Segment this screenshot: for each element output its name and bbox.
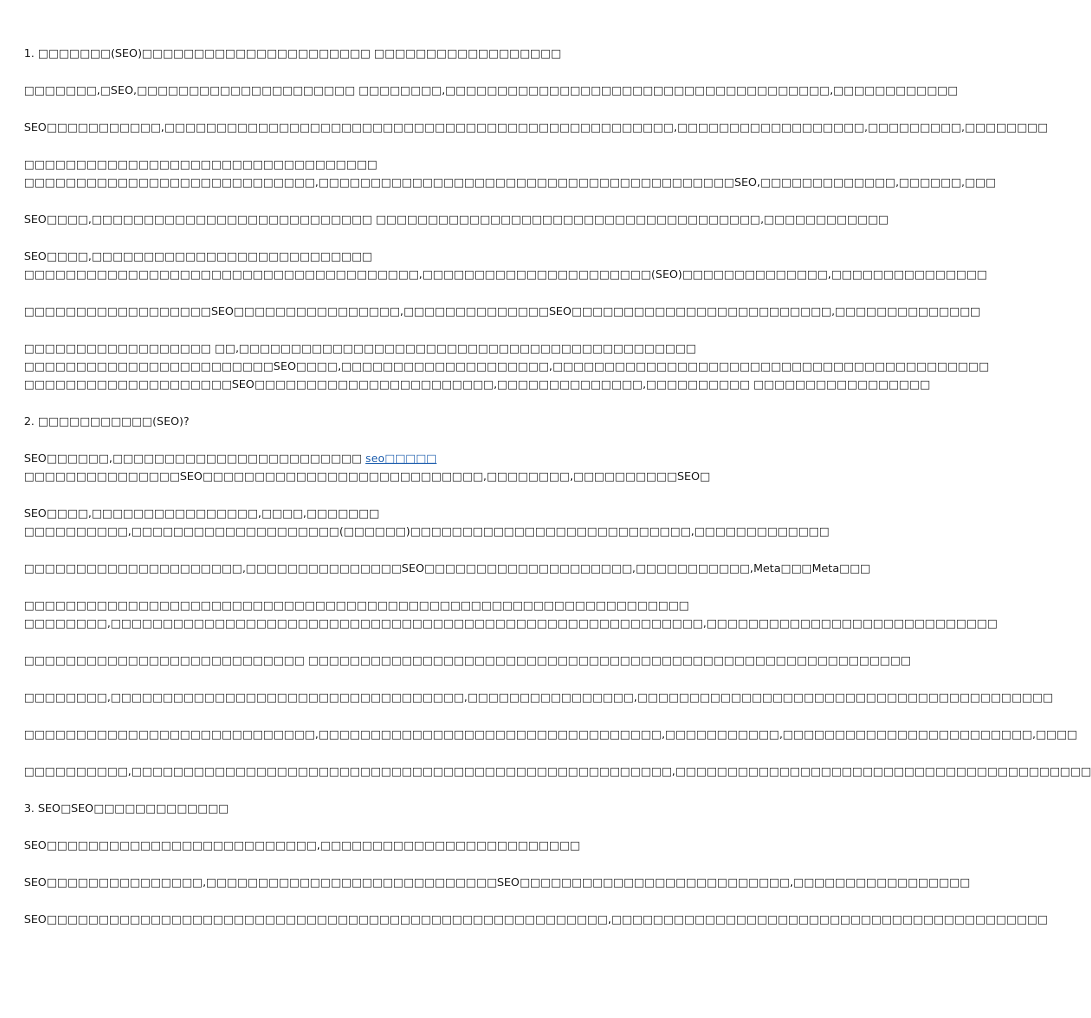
- paragraph-line: □□□□□□□□□□,□□□□□□□□□□□□□□□□□□□□(□□□□□□)□□□□□□□□□□□□□□□□□□□□□□□□□□□,□□□□□□□□□□□□□: [24, 525, 830, 538]
- heading-section-1: 1. □□□□□□□(SEO)□□□□□□□□□□□□□□□□□□□□□□ □□□□□□□□□□□□□□□□□□: [24, 47, 562, 60]
- seo-link[interactable]: seo□□□□□: [365, 452, 437, 465]
- paragraph: □□□□□□□□,□□□□□□□□□□□□□□□□□□□□□□□□□□□□□□□□□□,□□□□□□□□□□□□□□□□,□□□□□□□□□□□□□□□□□□□□□□□□□□□□□□□□□□□□□□□□: [24, 691, 1054, 704]
- paragraph-line: □□□□□□□□□□□□□□□□□□□□□□□□□□□□□□□□□□: [24, 158, 378, 171]
- paragraph: □□□□□□□□□□□□□□□□□□□□□□□□□□□ □□□□□□□□□□□□□□□□□□□□□□□□□□□□□□□□□□□□□□□□□□□□□□□□□□□□□□□□□□: [24, 654, 911, 667]
- paragraph: [24, 597, 998, 633]
- paragraph: □□□□□□□□□□,□□□□□□□□□□□□□□□□□□□□□□□□□□□□□□□□□□□□□□□□□□□□□□□□□□□□,□□□□□□□□□□□□□□□□□□□□□□□□□□□□□□□□□□□□□□□□: [24, 765, 1091, 778]
- paragraph-line: □□□□□□□□□□□□□□□□□□□□□□□□□□□□,□□□□□□□□□□□□□□□□□□□□□□□□□□□□□□□□□□□□□□□□SEO,□□□□□□□□□□□□□,□□□□□□,□□□: [24, 176, 996, 189]
- paragraph: SEO□□□□□□□□□□□□□□□□□□□□□□□□□□,□□□□□□□□□□□□□□□□□□□□□□□□□: [24, 839, 581, 852]
- paragraph-line: SEO□□□□,□□□□□□□□□□□□□□□□,□□□□,□□□□□□□: [24, 507, 380, 520]
- paragraph: [24, 450, 711, 486]
- article-body: [24, 45, 1091, 948]
- paragraph: [24, 156, 996, 192]
- paragraph-line: □□□□□□□□□□□□□□□□□□□□SEO□□□□□□□□□□□□□□□□□□□□□□□,□□□□□□□□□□□□□□,□□□□□□□□□□ □□□□□□□□□□□□□□□□□: [24, 378, 931, 391]
- paragraph-text: SEO□□□□□□,□□□□□□□□□□□□□□□□□□□□□□□□: [24, 452, 362, 465]
- paragraph: □□□□□□□□□□□□□□□□□□□□□,□□□□□□□□□□□□□□□SEO□□□□□□□□□□□□□□□□□□□□,□□□□□□□□□□□,Meta□□□Meta□□□: [24, 562, 871, 575]
- paragraph: [24, 248, 988, 284]
- paragraph-line: [24, 450, 696, 468]
- heading-section-2: 2. □□□□□□□□□□□(SEO)?: [24, 415, 190, 428]
- paragraph-line: □□□□□□□□□□□□□□□□□□□□□□□□□□□□□□□□□□□□□□,□□□□□□□□□□□□□□□□□□□□□□(SEO)□□□□□□□□□□□□□□,□□□□□□□□□□□□□□□: [24, 268, 988, 281]
- paragraph: SEO□□□□□□□□□□□,□□□□□□□□□□□□□□□□□□□□□□□□□□□□□□□□□□□□□□□□□□□□□□□□□,□□□□□□□□□□□□□□□□□□,□□□□□□□□□,□□□□□□□□: [24, 121, 1048, 134]
- paragraph-line: □□□□□□□□□□□□□□□□□□□□□□□□□□□□□□□□□□□□□□□□□□□□□□□□□□□□□□□□□□□□□□□□: [24, 599, 690, 612]
- paragraph: [24, 340, 989, 394]
- paragraph-line: □□□□□□□□□□□□□□□□□□□□□□□□SEO□□□□,□□□□□□□□□□□□□□□□□□□□,□□□□□□□□□□□□□□□□□□□□□□□□□□□□□□□□□□□□□□□□□□: [24, 360, 989, 373]
- paragraph-line: □□□□□□□□□□□□□□□□□□ □□,□□□□□□□□□□□□□□□□□□□□□□□□□□□□□□□□□□□□□□□□□□□□: [24, 342, 697, 355]
- paragraph: SEO□□□□□□□□□□□□□□□,□□□□□□□□□□□□□□□□□□□□□□□□□□□□SEO□□□□□□□□□□□□□□□□□□□□□□□□□□,□□□□□□□□□□□□□□□□□: [24, 876, 970, 889]
- paragraph: □□□□□□□□□□□□□□□□□□□□□□□□□□□□,□□□□□□□□□□□□□□□□□□□□□□□□□□□□□□□□□,□□□□□□□□□□□,□□□□□□□□□□□□□□□□□□□□□□□□,□□□□: [24, 728, 1078, 741]
- paragraph: SEO□□□□,□□□□□□□□□□□□□□□□□□□□□□□□□□□ □□□□□□□□□□□□□□□□□□□□□□□□□□□□□□□□□□□□□,□□□□□□□□□□□□: [24, 213, 889, 226]
- paragraph-line: □□□□□□□□□□□□□□□SEO□□□□□□□□□□□□□□□□□□□□□□□□□□□,□□□□□□□□,□□□□□□□□□□SEO□: [24, 470, 711, 483]
- paragraph-line: SEO□□□□,□□□□□□□□□□□□□□□□□□□□□□□□□□□: [24, 250, 373, 263]
- paragraph-line: □□□□□□□□,□□□□□□□□□□□□□□□□□□□□□□□□□□□□□□□□□□□□□□□□□□□□□□□□□□□□□□□□□,□□□□□□□□□□□□□□□□□□□□□□□□□□□□: [24, 617, 998, 630]
- paragraph: SEO□□□□□□□□□□□□□□□□□□□□□□□□□□□□□□□□□□□□□□□□□□□□□□□□□□□□□□,□□□□□□□□□□□□□□□□□□□□□□□□□□□□□□□□□□□□□□□□□□: [24, 913, 1048, 926]
- paragraph: [24, 505, 830, 541]
- heading-section-3: 3. SEO□SEO□□□□□□□□□□□□□: [24, 802, 229, 815]
- paragraph: □□□□□□□,□SEO,□□□□□□□□□□□□□□□□□□□□□ □□□□□□□□,□□□□□□□□□□□□□□□□□□□□□□□□□□□□□□□□□□□□□,□□□□□□□□□□□□: [24, 84, 958, 97]
- paragraph: □□□□□□□□□□□□□□□□□□SEO□□□□□□□□□□□□□□□□,□□□□□□□□□□□□□□SEO□□□□□□□□□□□□□□□□□□□□□□□□□,□□□□□□□□□□□□□□: [24, 305, 981, 318]
